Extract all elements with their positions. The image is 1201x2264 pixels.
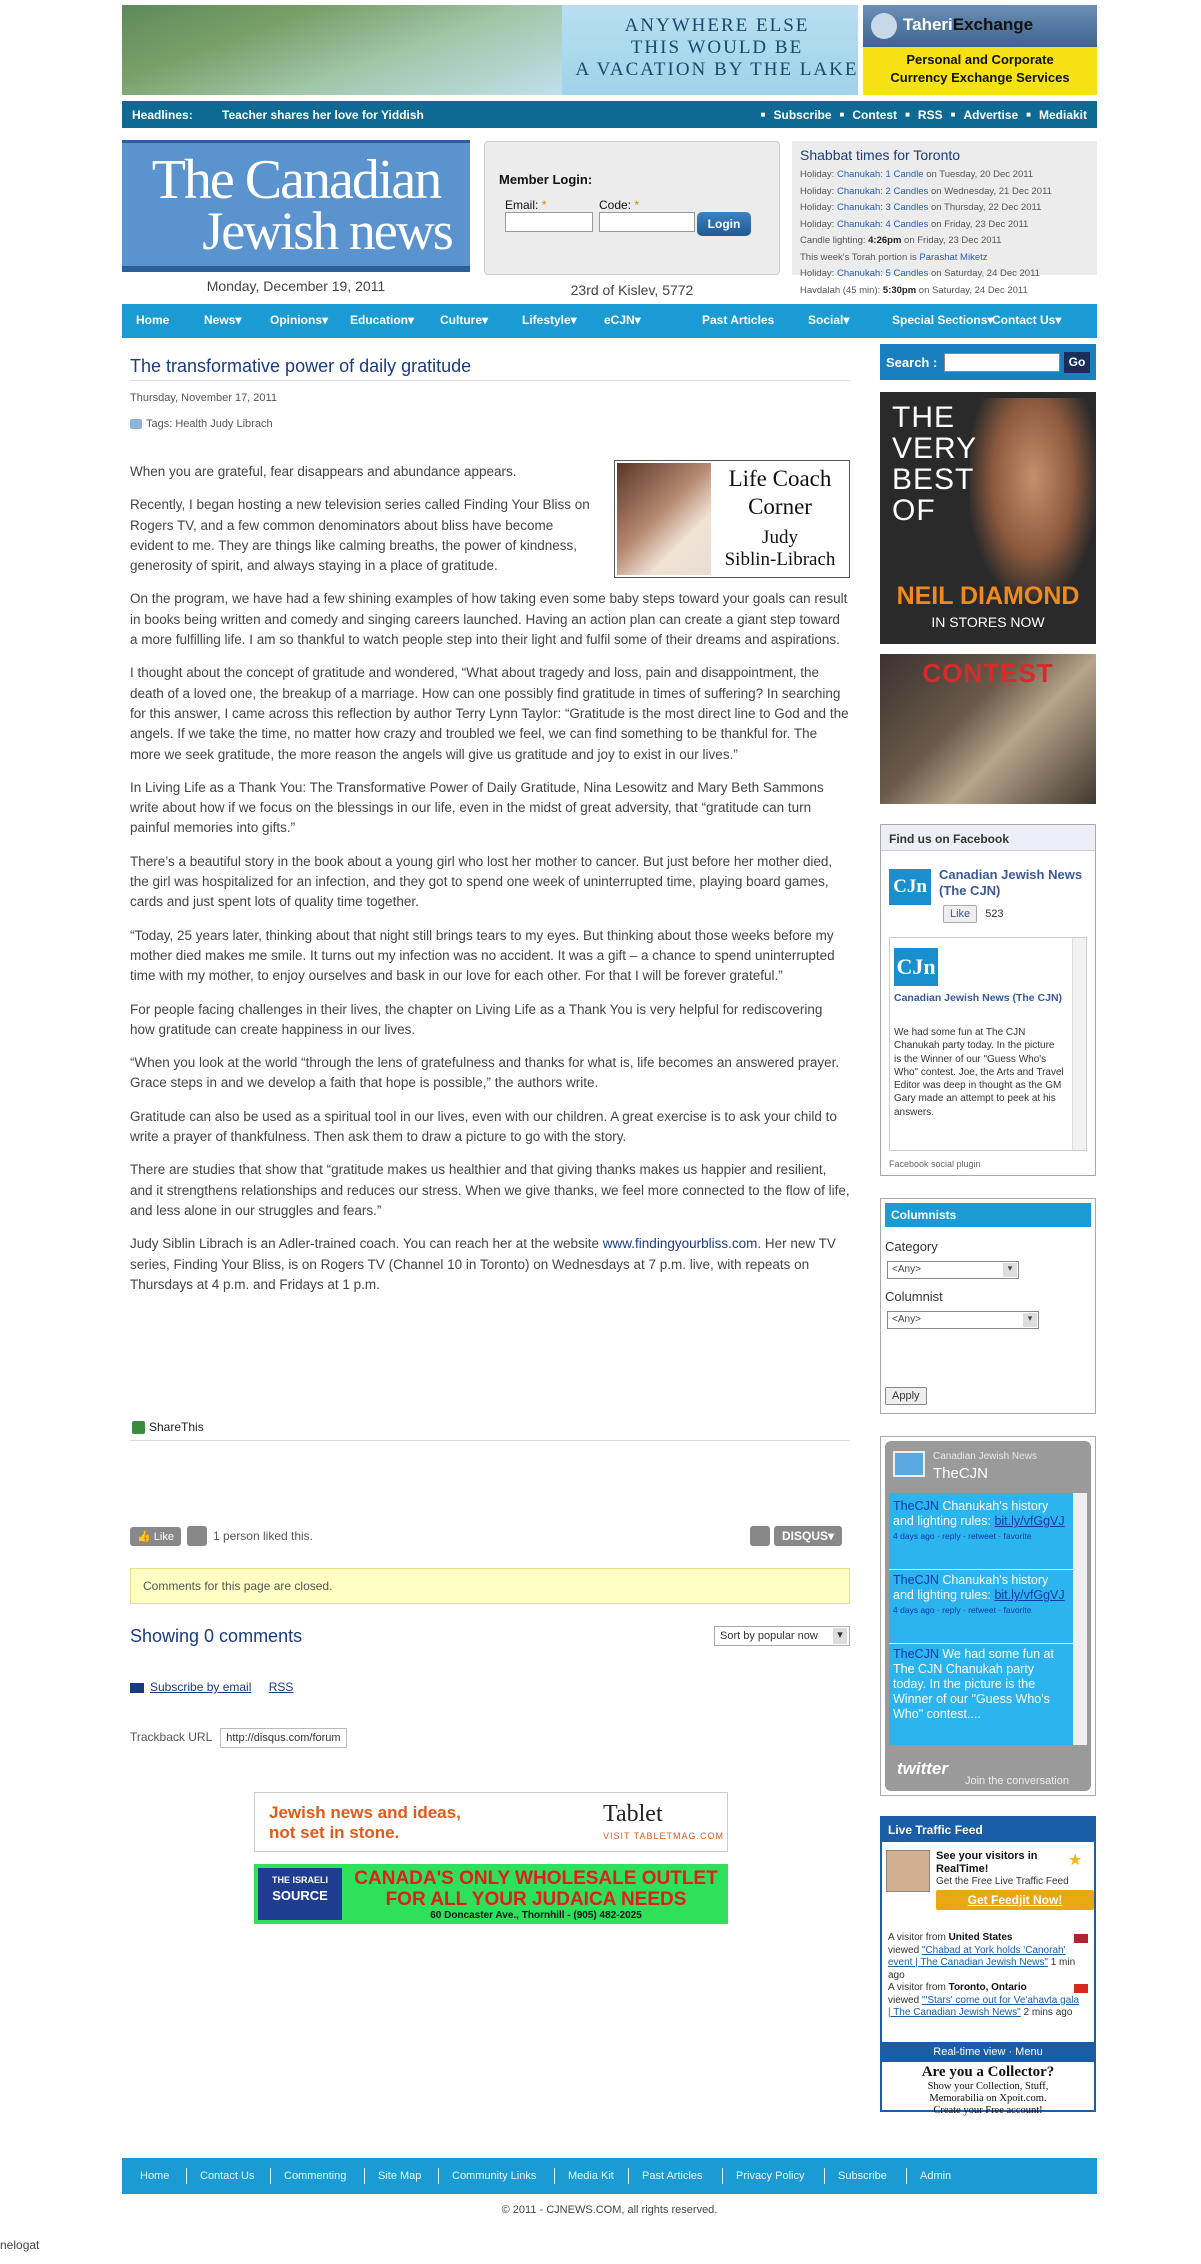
article-paragraph: “Today, 25 years later, thinking about that night still brings tears to my eyes. But thinking about those weeks before my mother died makes me smile. It turns out my infection was no accident. It was a gift – a chance to spend uninterrupted time with my mother, to enjoy ourselves and bask in our love for each other. For that I will be forever grateful.” bbox=[130, 927, 835, 984]
columnists-widget bbox=[880, 1198, 1096, 1414]
tweet-separator bbox=[889, 1569, 1073, 1570]
nav-item-4[interactable]: Culture▾ bbox=[440, 313, 489, 327]
tweet-scrollbar[interactable] bbox=[1073, 1493, 1087, 1745]
shabbat-row: Holiday: Chanukah: 2 Candles on Wednesday, 21 Dec 2011 bbox=[800, 185, 1052, 197]
see-visitors-text: See your visitors in RealTime! bbox=[936, 1850, 1038, 1875]
user-icon[interactable] bbox=[750, 1526, 770, 1546]
facebook-widget-title: Find us on Facebook bbox=[881, 825, 1095, 851]
live-traffic-feed bbox=[880, 1816, 1096, 2116]
footer-divider bbox=[554, 2168, 555, 2184]
tweet-link[interactable]: bit.ly/vfGgVJ bbox=[994, 1514, 1065, 1528]
columnist-label: Columnist bbox=[885, 1289, 943, 1304]
visitor-pre: A visitor from bbox=[888, 1932, 949, 1943]
columnists-title: Columnists bbox=[885, 1203, 1091, 1227]
life-coach-heading: Life Coach Corner bbox=[728, 466, 832, 519]
facebook-stream bbox=[889, 937, 1087, 1151]
tablet-visit: VISIT TABLETMAG.COM bbox=[603, 1831, 725, 1841]
nav-item-1[interactable]: News▾ bbox=[204, 313, 242, 327]
realtime-view-link[interactable]: Real-time view · Menu bbox=[882, 2042, 1094, 2062]
visitor-time: 2 mins ago bbox=[1020, 2007, 1073, 2018]
cjn-post-logo[interactable]: CJn bbox=[894, 948, 938, 986]
email-label: Email: * bbox=[505, 198, 547, 212]
twitter-display-name: Canadian Jewish News bbox=[933, 1451, 1037, 1462]
subscribe-row bbox=[130, 1680, 307, 1694]
banner-line: THIS WOULD BE bbox=[630, 37, 804, 58]
footer-divider bbox=[364, 2168, 365, 2184]
trackback-url-field[interactable]: http://disqus.com/forum bbox=[220, 1728, 346, 1748]
tweet bbox=[893, 1499, 1069, 1544]
author-bio-text: Judy Siblin Librach is an Adler-trained coach. You can reach her at the website bbox=[130, 1236, 603, 1252]
article-date: Thursday, November 17, 2011 bbox=[130, 392, 277, 404]
subscribe-email-link[interactable]: Subscribe by email bbox=[150, 1680, 252, 1694]
nav-advertise[interactable]: ■ Advertise bbox=[951, 108, 1019, 122]
footer-link-1[interactable]: Contact Us bbox=[200, 2170, 255, 2182]
twitter-avatar[interactable] bbox=[893, 1451, 925, 1477]
footer-divider bbox=[438, 2168, 439, 2184]
facebook-plugin-footer[interactable]: Facebook social plugin bbox=[889, 1159, 981, 1169]
nav-mediakit[interactable]: ■ Mediakit bbox=[1026, 108, 1087, 122]
shabbat-title: Shabbat times for Toronto bbox=[800, 147, 961, 163]
visitor-time: 1 min ago bbox=[888, 1957, 1076, 1981]
visitor-viewed: viewed bbox=[888, 1944, 922, 1956]
code-input[interactable] bbox=[599, 212, 695, 232]
feedjit-image bbox=[886, 1850, 930, 1892]
source-headline: CANADA'S ONLY WHOLESALE OUTLET FOR ALL YOUR JUDAICA NEEDS bbox=[354, 1868, 718, 1910]
main-nav bbox=[122, 304, 1097, 338]
shabbat-link[interactable]: Chanukah: 5 Candles bbox=[836, 268, 929, 279]
shabbat-link[interactable]: Chanukah: 4 Candles bbox=[836, 218, 929, 230]
nav-item-6[interactable]: eCJN▾ bbox=[604, 313, 641, 327]
email-icon bbox=[130, 1683, 144, 1693]
article-title: The transformative power of daily gratitude bbox=[130, 356, 472, 376]
taheri-brand: TaheriExchange bbox=[863, 5, 1097, 47]
tweet-text: Chanukah's history and lighting rules: bbox=[893, 1573, 1049, 1602]
collector-ad[interactable]: Are you a Collector? Show your Collection, Stuff, Memorabilia on Xpoit.com. Create your Free account! bbox=[921, 2064, 1055, 2116]
nav-item-8[interactable]: Social▾ bbox=[808, 313, 850, 327]
shabbat-row: Holiday: Chanukah: 3 Candles on Thursday, 22 Dec 2011 bbox=[800, 202, 1042, 213]
trackback-label: Trackback URL bbox=[130, 1730, 213, 1744]
shabbat-row: Holiday: Chanukah: 4 Candles on Friday, 23 Dec 2011 bbox=[800, 218, 1029, 230]
cjn-logo[interactable]: CJn bbox=[889, 869, 931, 905]
star-icon: ★ bbox=[1068, 1852, 1083, 1869]
taheri-tagline: Personal and Corporate Currency Exchange Services bbox=[890, 52, 1070, 85]
lake-banner-ad[interactable] bbox=[122, 5, 858, 95]
footer-link-7[interactable]: Privacy Policy bbox=[736, 2170, 805, 2182]
life-coach-corner-image bbox=[614, 460, 850, 578]
twitter-panel bbox=[885, 1441, 1091, 1791]
shabbat-time: 5:30pm bbox=[882, 284, 917, 296]
facebook-page-name[interactable]: Canadian Jewish News (The CJN) bbox=[939, 867, 1083, 898]
footer-divider bbox=[270, 2168, 271, 2184]
globe-icon bbox=[871, 13, 897, 39]
visitor-page-link[interactable]: "'Stars' come out for Ve'ahavta gala | The Canadian Jewish News" bbox=[888, 1994, 1080, 2018]
code-label: Code: * bbox=[599, 198, 640, 212]
like-button[interactable]: 👍 Like bbox=[130, 1527, 181, 1546]
visitor-entry bbox=[888, 1932, 1084, 1982]
visitor-viewed: viewed bbox=[888, 1994, 922, 2006]
banner-line: ANYWHERE ELSE bbox=[624, 15, 810, 36]
nav-item-10[interactable]: Contact Us▾ bbox=[992, 313, 1062, 327]
in-stores-text: IN STORES NOW bbox=[931, 614, 1045, 630]
search-box bbox=[880, 344, 1096, 380]
article-paragraph: Gratitude can also be used as a spiritual tool in our lives, even with our children. A great exercise is to ask your child to write a prayer of thankfulness. Then ask them to draw a picture to go with the story. bbox=[130, 1108, 837, 1145]
article-body bbox=[130, 462, 850, 1308]
article-paragraph: In Living Life as a Thank You: The Transformative Power of Daily Gratitude, Nina Lesowitz and Mary Beth Sammons write about how if we focus on the blessings in our life, even in the midst of great adversity, that “gratitude can turn painful memories into gifts.” bbox=[130, 779, 824, 836]
source-address: 60 Doncaster Ave., Thornhill - (905) 482-2025 bbox=[430, 1910, 642, 1921]
nav-rss[interactable]: ■ RSS bbox=[905, 108, 943, 122]
facebook-widget bbox=[880, 824, 1096, 1176]
login-button[interactable]: Login bbox=[697, 212, 751, 236]
shabbat-row: Holiday: Chanukah: 5 Candles on Saturday, 24 Dec 2011 bbox=[800, 268, 1040, 279]
tweet-link[interactable]: bit.ly/vfGgVJ bbox=[994, 1588, 1065, 1602]
tablet-ad[interactable] bbox=[254, 1792, 728, 1852]
nav-item-5[interactable]: Lifestyle▾ bbox=[522, 313, 577, 327]
headlines-label: Headlines: bbox=[132, 108, 193, 122]
banner-line: A VACATION BY THE LAKE bbox=[575, 59, 858, 80]
stream-scrollbar[interactable] bbox=[1072, 938, 1086, 1150]
logo-line: Jewish news bbox=[202, 201, 452, 261]
author-website-link[interactable]: www.findingyourbliss.com bbox=[602, 1236, 758, 1252]
like-row bbox=[130, 1526, 313, 1546]
shabbat-link[interactable]: Chanukah: 2 Candles bbox=[836, 185, 929, 197]
article-paragraph: There are studies that show that “gratitude makes us healthier and that giving thanks makes us happier and resilient, and it strengthens relationships and reduces our stress. When we give thanks, we feel more connected to the flow of life, and less alone in our struggles and fears.” bbox=[130, 1162, 850, 1218]
search-label: Search : bbox=[886, 355, 938, 370]
copyright: © 2011 - CJNEWS.COM, all rights reserved. bbox=[501, 2204, 718, 2216]
tweet-feed bbox=[889, 1493, 1087, 1745]
category-select[interactable]: <Any> ▾ bbox=[887, 1261, 1019, 1279]
sort-select[interactable]: Sort by popular now ▾ bbox=[714, 1626, 850, 1646]
tweet-user[interactable]: TheCJN bbox=[893, 1573, 939, 1587]
headlines-bar bbox=[122, 101, 1097, 128]
facebook-post-author[interactable]: Canadian Jewish News (The CJN) bbox=[894, 992, 1063, 1004]
search-go-button[interactable]: Go bbox=[1064, 352, 1090, 373]
taheri-exchange-ad[interactable] bbox=[863, 5, 1097, 95]
login-title: Member Login: bbox=[499, 172, 593, 187]
nav-subscribe[interactable]: ■ Subscribe bbox=[761, 108, 832, 122]
gregorian-date: Monday, December 19, 2011 bbox=[206, 278, 386, 294]
bottom-text: nelogat bbox=[0, 2238, 40, 2252]
site-logo[interactable] bbox=[122, 140, 470, 272]
tweet-meta[interactable]: 4 days ago · reply · retweet · favorite bbox=[893, 1531, 1032, 1541]
footer-divider bbox=[186, 2168, 187, 2184]
email-input[interactable] bbox=[505, 212, 593, 232]
contest-ad[interactable] bbox=[880, 654, 1096, 804]
tag-icon bbox=[130, 419, 142, 429]
hebrew-date: 23rd of Kislev, 5772 bbox=[570, 282, 694, 298]
shabbat-link[interactable]: Chanukah: 1 Candle bbox=[836, 169, 924, 180]
sharethis-button[interactable]: ShareThis bbox=[132, 1420, 204, 1434]
visitor-entry bbox=[888, 1982, 1084, 2020]
search-input[interactable] bbox=[944, 353, 1060, 372]
tweet-text: Chanukah's history and lighting rules: bbox=[893, 1499, 1049, 1528]
dislike-button[interactable] bbox=[187, 1526, 207, 1546]
neil-diamond-photo bbox=[970, 398, 1096, 598]
facebook-like-row bbox=[943, 905, 1004, 923]
footer-nav bbox=[122, 2158, 1097, 2194]
article-paragraph: On the program, we have had a few shining examples of how taking even some baby steps toward your goals can result in books being written and comedy and singing careers launched. Having an action plan can create a giant step toward a more fulfilling life. I am so thankful to watch people step into their light and fulfil some of their dreams and aspirations. bbox=[130, 591, 848, 648]
shabbat-list bbox=[800, 167, 1052, 299]
disqus-menu bbox=[750, 1526, 842, 1546]
article-tags[interactable]: Tags: Health Judy Librach bbox=[130, 418, 273, 430]
share-icon bbox=[132, 1421, 145, 1434]
tweet-meta[interactable]: 4 days ago · reply · retweet · favorite bbox=[893, 1605, 1032, 1615]
join-conversation-link[interactable]: Join the conversation bbox=[965, 1775, 1069, 1787]
tablet-tagline: Jewish news and ideas, not set in stone. bbox=[269, 1803, 461, 1842]
nav-item-0[interactable]: Home bbox=[136, 313, 170, 327]
comments-closed-notice: Comments for this page are closed. bbox=[130, 1568, 850, 1604]
get-feedjit-button[interactable]: Get Feedjit Now! bbox=[936, 1890, 1094, 1910]
shabbat-link[interactable]: Chanukah: 3 Candles bbox=[836, 202, 929, 213]
footer-divider bbox=[906, 2168, 907, 2184]
nav-item-3[interactable]: Education▾ bbox=[350, 313, 415, 327]
nav-item-2[interactable]: Opinions▾ bbox=[270, 313, 329, 327]
article-paragraph: For people facing challenges in their lives, the chapter on Living Life as a Thank You is very helpful for rediscovering how gratitude can create happiness in our lives. bbox=[130, 1001, 823, 1037]
columnist-select[interactable]: <Any> ▾ bbox=[887, 1311, 1039, 1329]
footer-divider bbox=[722, 2168, 723, 2184]
live-traffic-title: Live Traffic Feed bbox=[882, 1818, 1094, 1842]
israeli-source-ad[interactable] bbox=[254, 1864, 728, 1924]
disqus-button[interactable]: DISQUS▾ bbox=[774, 1526, 842, 1546]
lake-image bbox=[122, 5, 562, 95]
category-label: Category bbox=[885, 1239, 938, 1254]
neil-diamond-ad[interactable] bbox=[880, 392, 1096, 644]
nav-contest[interactable]: ■ Contest bbox=[840, 108, 898, 122]
logo-line: The Canadian bbox=[151, 149, 441, 211]
israeli-source-logo: THE ISRAELI SOURCE bbox=[258, 1868, 342, 1920]
free-feed-text: Get the Free Live Traffic Feed bbox=[936, 1876, 1069, 1887]
banner-text bbox=[572, 15, 858, 81]
facebook-like-count: 523 bbox=[985, 908, 1004, 920]
footer-link-4[interactable]: Community Links bbox=[452, 2170, 537, 2182]
tablet-brand: Tablet bbox=[603, 1801, 663, 1827]
nav-item-7[interactable]: Past Articles bbox=[702, 313, 775, 327]
article-paragraph: Recently, I began hosting a new television series called Finding Your Bliss on Rogers TV, and a few common denominators about bliss have become evident to me. They are things like calming breaths, the power of kindness, generosity of spirit, and always staying in a place of gratitude. bbox=[130, 497, 590, 574]
shabbat-row: This week's Torah portion is Parashat Miketz bbox=[800, 251, 988, 263]
liked-count-text: 1 person liked this. bbox=[212, 1529, 314, 1543]
footer-link-5[interactable]: Media Kit bbox=[568, 2170, 614, 2182]
very-best-of-text: THE VERY BEST OF bbox=[892, 401, 978, 527]
rss-link[interactable]: RSS bbox=[268, 1680, 294, 1694]
footer-link-0[interactable]: Home bbox=[140, 2170, 170, 2182]
footer-link-2[interactable]: Commenting bbox=[284, 2170, 347, 2182]
twitter-logo[interactable]: twitter bbox=[897, 1759, 948, 1778]
life-coach-author: Judy Siblin-Librach bbox=[724, 527, 836, 570]
flag-icon bbox=[1074, 1984, 1088, 1993]
nav-item-9[interactable]: Special Sections▾ bbox=[892, 313, 994, 327]
article-paragraph: When you are grateful, fear disappears and abundance appears. bbox=[130, 464, 517, 479]
title-divider bbox=[130, 380, 850, 381]
article-paragraph: There’s a beautiful story in the book about a young girl who lost her mother to cancer. But just before her mother died, the girl was hospitalized for an infection, and they got to spend one week of uninterrupted time, playing board games, cards and just spent lots of quality time together. bbox=[130, 853, 833, 910]
facebook-like-button[interactable]: Like bbox=[943, 905, 977, 923]
tweet-user[interactable]: TheCJN bbox=[893, 1499, 939, 1513]
footer-divider bbox=[628, 2168, 629, 2184]
trackback-row bbox=[130, 1728, 347, 1748]
footer-link-9[interactable]: Admin bbox=[920, 2170, 952, 2182]
article-paragraph: “When you look at the world “through the lens of gratefulness and thanks for what is, life becomes an answered prayer. Grace steps in and we develop a faith that hope is possible,” the authors write. bbox=[130, 1055, 840, 1091]
member-login-box bbox=[484, 141, 780, 275]
shabbat-row: Holiday: Chanukah: 1 Candle on Tuesday, 20 Dec 2011 bbox=[800, 169, 1034, 180]
apply-button[interactable]: Apply bbox=[885, 1387, 927, 1405]
tweet-user[interactable]: TheCJN bbox=[893, 1647, 939, 1661]
visitor-place: Toronto, Ontario bbox=[948, 1982, 1027, 1993]
tweet bbox=[893, 1647, 1069, 1722]
twitter-handle[interactable]: TheCJN bbox=[933, 1465, 989, 1482]
facebook-post-text: We had some fun at The CJN Chanukah party today. In the picture is the Winner of our "Guess Who's Who" contest. Joe, the Arts and Travel Editor was deep in thought as the GM Gary made an attempt to peek at his answers. bbox=[894, 1027, 1064, 1118]
shabbat-time: 4:26pm bbox=[868, 235, 902, 246]
tweet bbox=[893, 1573, 1069, 1618]
footer-link-6[interactable]: Past Articles bbox=[642, 2170, 703, 2182]
share-divider bbox=[130, 1440, 850, 1441]
tweet-separator bbox=[889, 1643, 1073, 1644]
shabbat-row: Candle lighting: 4:26pm on Friday, 23 Dec 2011 bbox=[800, 235, 1002, 246]
comments-count-heading: Showing 0 comments bbox=[130, 1626, 303, 1646]
artist-name: NEIL DIAMOND bbox=[896, 582, 1080, 610]
footer-link-3[interactable]: Site Map bbox=[378, 2170, 422, 2182]
tweet-text: We had some fun at The CJN Chanukah party today. In the picture is the Winner of our "Guess Who's Who" contest.... bbox=[893, 1647, 1054, 1721]
visitor-page-link[interactable]: "Chabad at York holds 'Canorah' event | The Canadian Jewish News" bbox=[888, 1944, 1066, 1968]
author-bio-text: . Her new TV series, Finding Your Bliss, is on Rogers TV (Channel 10 in Toronto) on Wednesdays at 7 p.m. live, with repeats on Thursdays at 4 p.m. and Fridays at 1 p.m. bbox=[130, 1236, 836, 1292]
footer-divider bbox=[824, 2168, 825, 2184]
twitter-widget bbox=[880, 1436, 1096, 1796]
flag-icon bbox=[1074, 1934, 1088, 1943]
author-photo bbox=[617, 463, 711, 575]
article-paragraph: I thought about the concept of gratitude and wondered, “What about tragedy and loss, pain and disappointment, the death of a loved one, the breakup of a marriage. How can one possibly find gratitude in times of suffering? In searching for this answer, I came across this reflection by author Terry Lynn Taylor: “Gratitude is the most direct line to God and the angels. If we take the time, no matter how crazy and troubled we feel, we can find something to be thankful for. The more we seek gratitude, the more reason the angels will give us gratitude and joy to exist in our lives.” bbox=[130, 665, 849, 762]
contest-title: CONTEST bbox=[922, 658, 1054, 688]
shabbat-row: Havdalah (45 min): 5:30pm on Saturday, 24 Dec 2011 bbox=[800, 284, 1028, 296]
shabbat-times-box bbox=[792, 141, 1097, 296]
footer-link-8[interactable]: Subscribe bbox=[838, 2170, 887, 2182]
visitor-place: United States bbox=[948, 1932, 1013, 1943]
visitor-pre: A visitor from bbox=[888, 1982, 949, 1993]
top-nav bbox=[761, 108, 1087, 122]
shabbat-link[interactable]: Parashat Miketz bbox=[919, 251, 988, 263]
headline-link[interactable]: Teacher shares her love for Yiddish bbox=[222, 108, 424, 122]
logo-bar bbox=[122, 266, 470, 272]
article-paragraph bbox=[130, 1234, 850, 1295]
